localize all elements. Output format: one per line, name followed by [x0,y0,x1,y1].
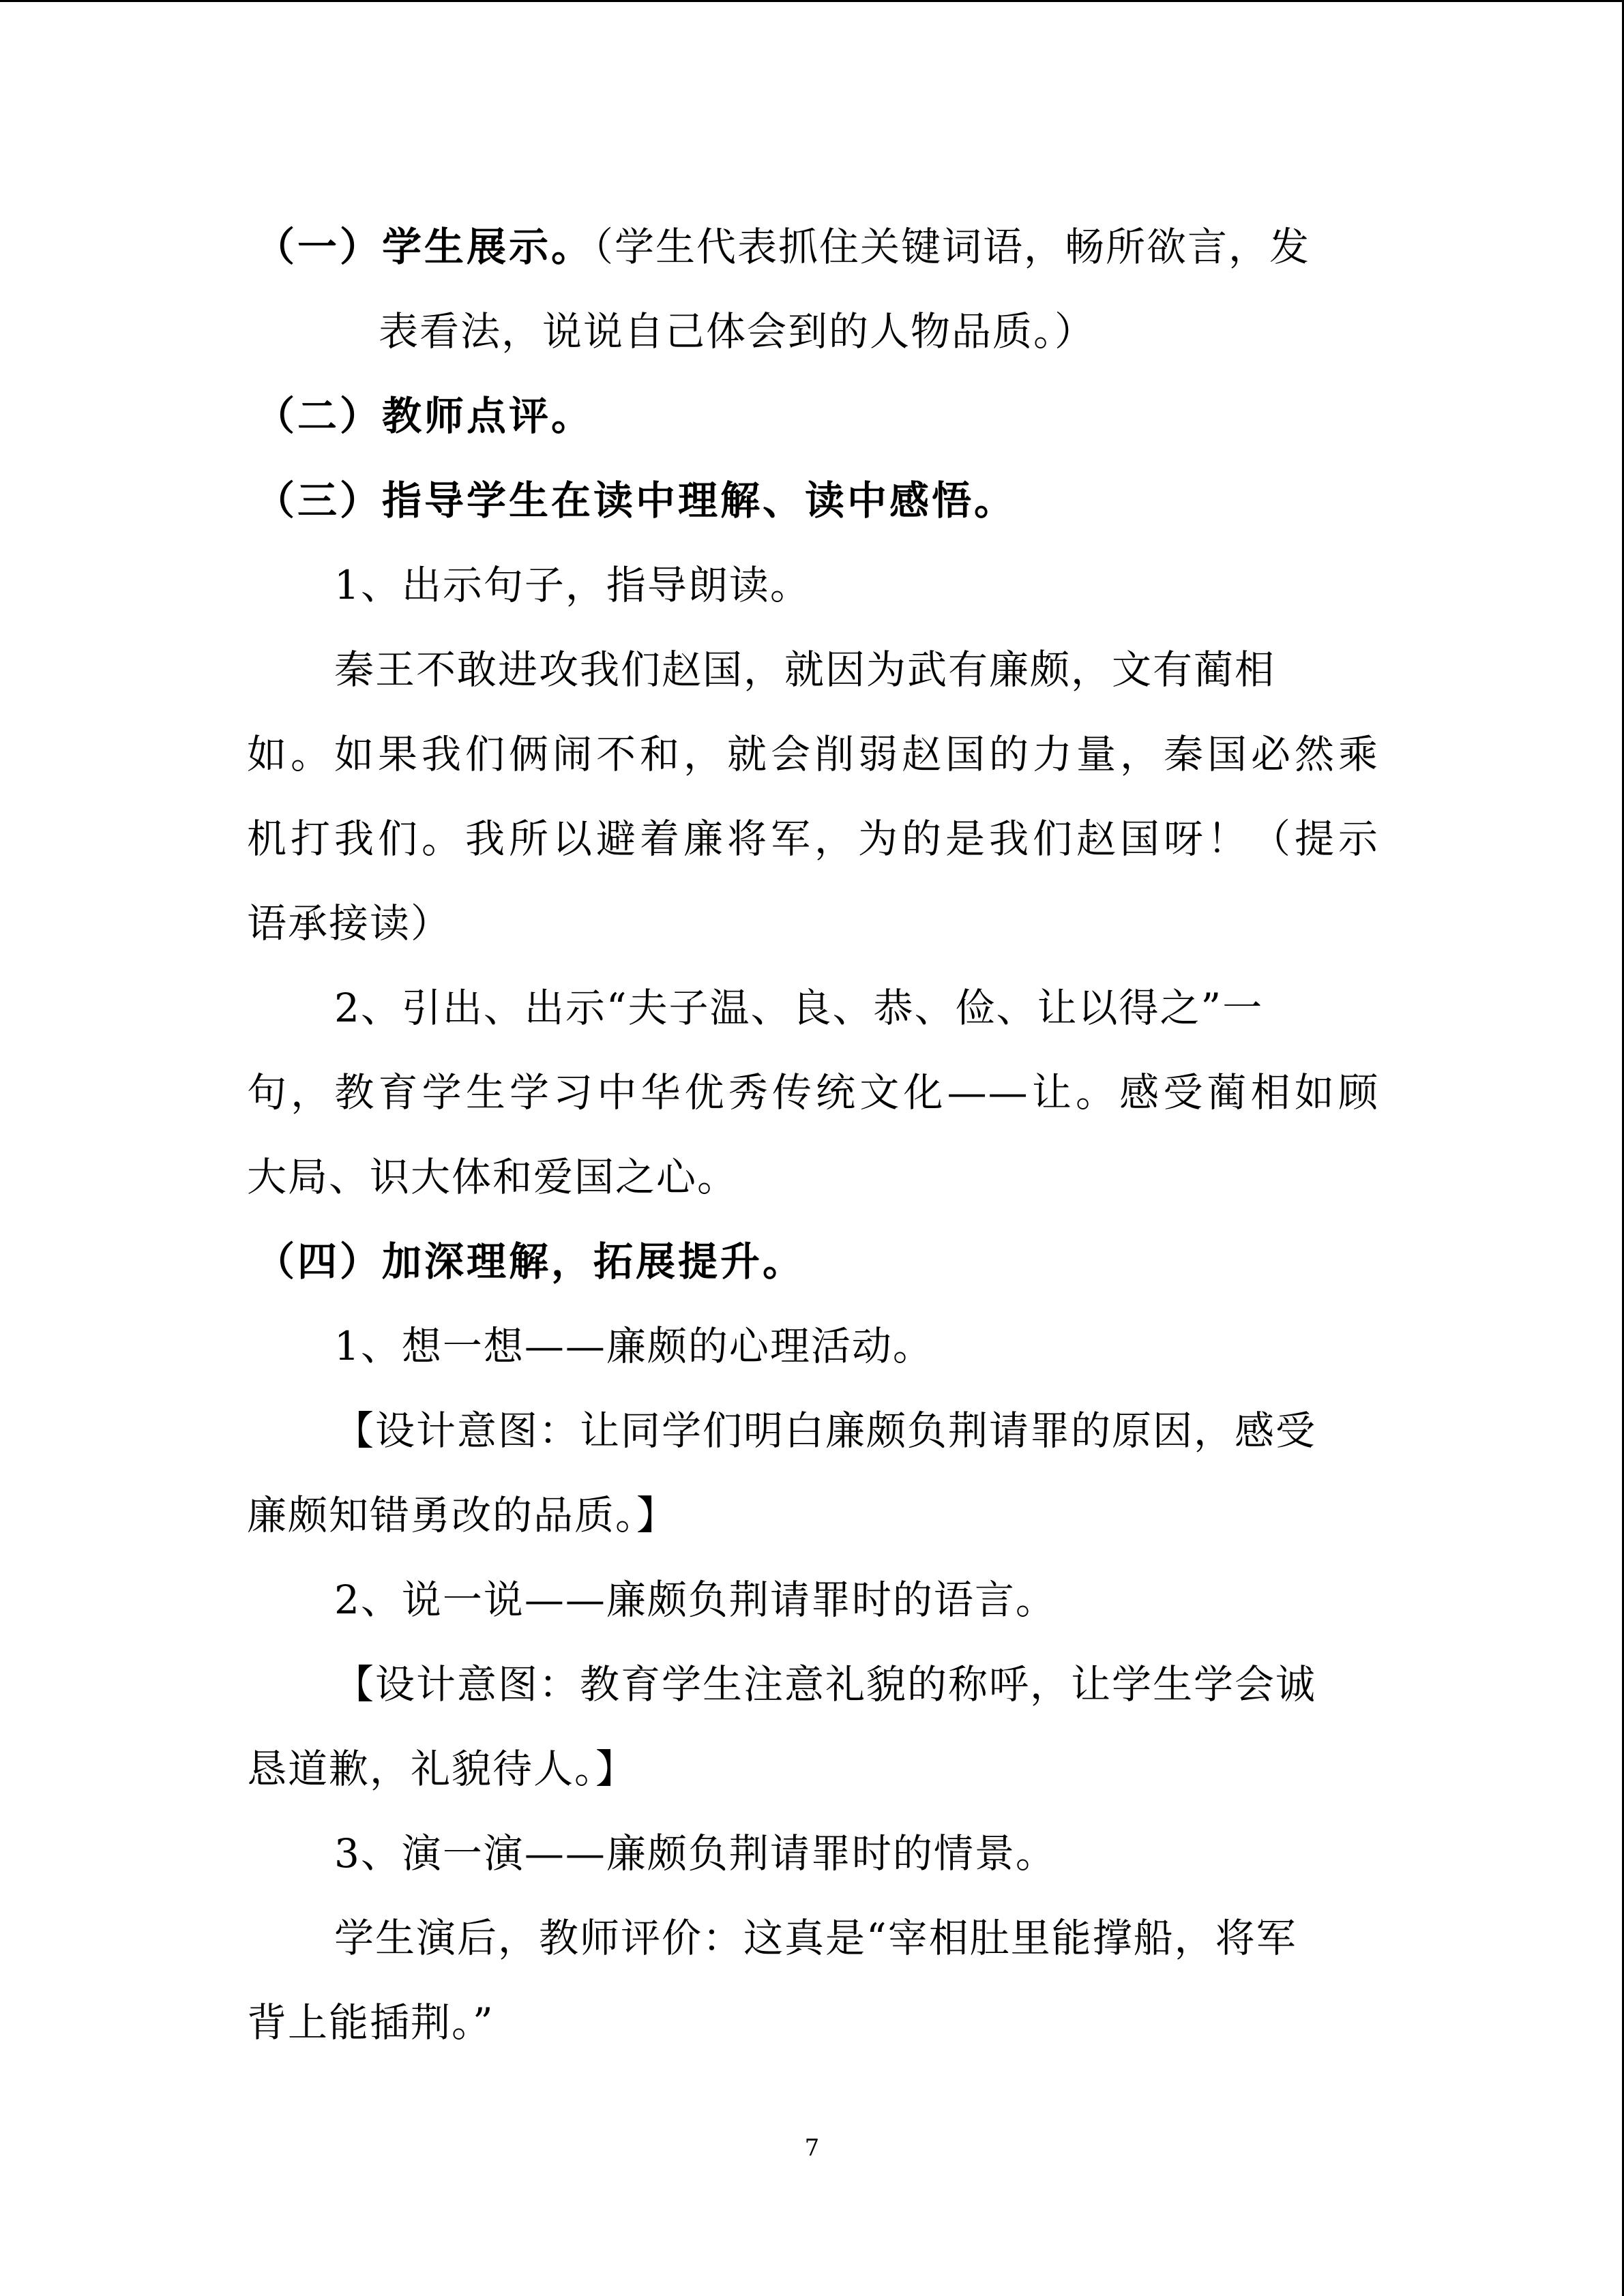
design-intent-1-line-1: 【设计意图：让同学们明白廉颇负荆请罪的原因，感受 [334,1407,1317,1454]
section-3-heading: （三）指导学生在读中理解、读中感悟。 [255,477,1017,524]
page-number: 7 [804,2134,820,2162]
section-2-heading: （二）教师点评。 [255,393,594,439]
section-4-item-1: 1、想一想——廉颇的心理活动。 [334,1323,934,1369]
section-1-heading [247,205,1379,289]
section-4-item-2: 2、说一说——廉颇负荆请罪时的语言。 [334,1577,1057,1623]
page-border-top [0,0,1624,2]
section-1-note: （学生代表抓住关键词语，畅所欲言，发 [593,224,1311,270]
quote-line-1: 秦王不敢进攻我们赵国，就因为武有廉颇，文有蔺相 [334,646,1276,693]
section-4-heading: （四）加深理解，拓展提升。 [255,1238,806,1285]
design-intent-1-line-2: 廉颇知错勇改的品质。】 [247,1492,678,1538]
evaluation-line-2: 背上能插荆。” [247,1999,494,2046]
quote-line-3: 机打我们。我所以避着廉将军，为的是我们赵国呀！（提示 [247,816,1379,862]
section-4-item-3: 3、演一演——廉颇负荆请罪时的情景。 [334,1830,1057,1877]
section-1-title: （一）学生展示。 [255,224,594,270]
design-intent-2-line-2: 恳道歉，礼貌待人。】 [247,1746,637,1792]
section-3-item-2-line-1: 2、引出、出示“夫子温、良、恭、俭、让以得之”一 [334,985,1264,1031]
evaluation-line-1: 学生演后，教师评价：这真是“宰相肚里能撑船，将军 [334,1915,1297,1961]
section-3-item-1: 1、出示句子，指导朗读。 [334,562,811,608]
quote-line-2: 如。如果我们俩闹不和，就会削弱赵国的力量，秦国必然乘 [247,731,1379,777]
section-1-note-continued: 表看法，说说自己体会到的人物品质。） [379,308,1096,355]
document-body [247,205,1379,2065]
design-intent-2-line-1: 【设计意图：教育学生注意礼貌的称呼，让学生学会诚 [334,1661,1317,1708]
section-3-item-2-line-3: 大局、识大体和爱国之心。 [247,1154,739,1200]
quote-line-4: 语承接读） [247,900,452,946]
section-3-item-2-line-2: 句，教育学生学习中华优秀传统文化——让。感受蔺相如顾 [247,1069,1379,1116]
